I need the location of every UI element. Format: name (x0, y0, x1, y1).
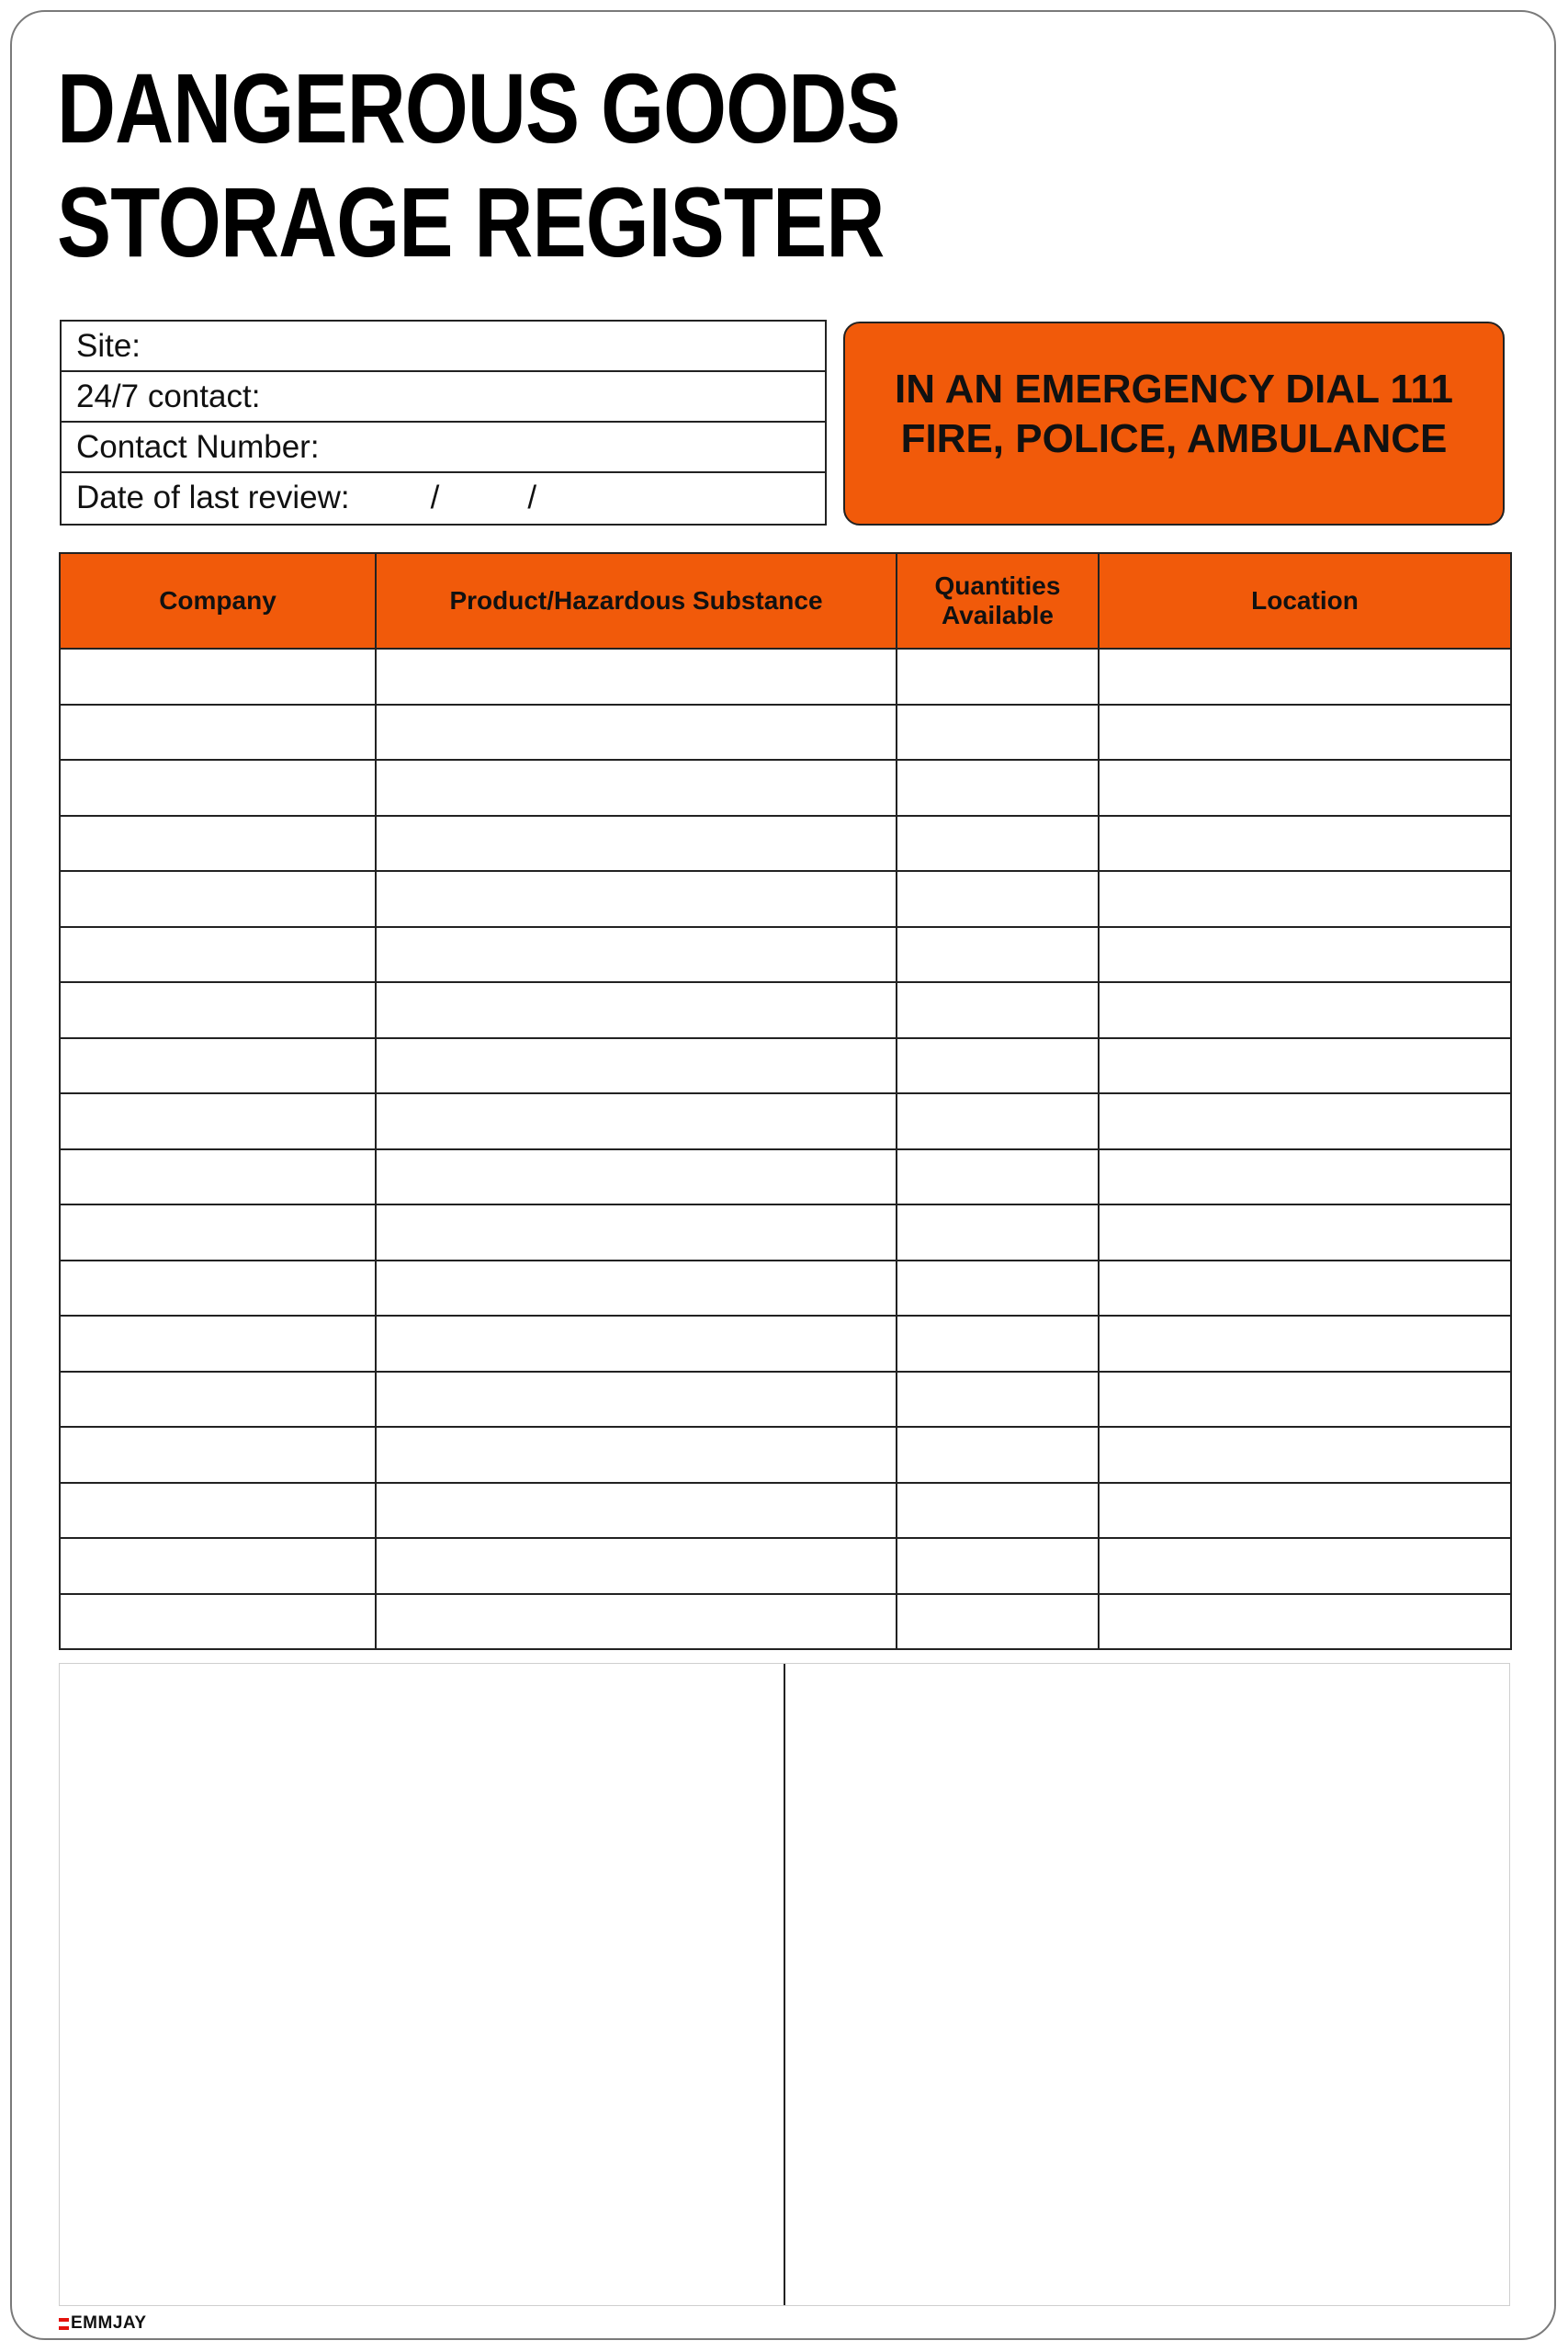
table-row (60, 816, 1511, 872)
table-row (60, 705, 1511, 761)
cell-location[interactable] (1099, 871, 1511, 927)
cell-location[interactable] (1099, 649, 1511, 705)
cell-location[interactable] (1099, 1372, 1511, 1428)
contact-number-label: Contact Number: (76, 428, 320, 465)
site-row[interactable] (62, 322, 825, 372)
table-row (60, 1427, 1511, 1483)
cell-quantities[interactable] (897, 1372, 1099, 1428)
emergency-line-2: FIRE, POLICE, AMBULANCE (900, 416, 1448, 461)
cell-product[interactable] (376, 816, 897, 872)
quantities-header-line-2: Available (942, 601, 1054, 629)
brand-logo (59, 2313, 147, 2334)
table-row (60, 649, 1511, 705)
register-table (59, 552, 1512, 1650)
cell-location[interactable] (1099, 1204, 1511, 1261)
table-row (60, 1594, 1511, 1650)
table-header-row (60, 553, 1511, 649)
cell-product[interactable] (376, 1149, 897, 1205)
table-row (60, 1483, 1511, 1539)
cell-quantities[interactable] (897, 1316, 1099, 1372)
cell-product[interactable] (376, 760, 897, 816)
review-date-label: Date of last review: (76, 480, 350, 515)
column-header-location: Location (1099, 553, 1511, 649)
notes-area-right[interactable] (785, 1664, 1509, 2305)
brand-name: EMMJAY (71, 2313, 147, 2333)
cell-quantities[interactable] (897, 1204, 1099, 1261)
cell-product[interactable] (376, 1316, 897, 1372)
cell-company[interactable] (60, 1093, 376, 1149)
cell-quantities[interactable] (897, 927, 1099, 983)
cell-location[interactable] (1099, 705, 1511, 761)
quantities-header-line-1: Quantities (934, 571, 1061, 600)
cell-location[interactable] (1099, 927, 1511, 983)
cell-product[interactable] (376, 649, 897, 705)
cell-location[interactable] (1099, 1038, 1511, 1094)
cell-location[interactable] (1099, 1427, 1511, 1483)
cell-location[interactable] (1099, 816, 1511, 872)
cell-company[interactable] (60, 760, 376, 816)
cell-quantities[interactable] (897, 1261, 1099, 1317)
cell-location[interactable] (1099, 1316, 1511, 1372)
date-separator-1: / (430, 480, 440, 515)
cell-company[interactable] (60, 1149, 376, 1205)
contact-row[interactable] (62, 372, 825, 423)
table-row (60, 982, 1511, 1038)
cell-company[interactable] (60, 982, 376, 1038)
emergency-notice (843, 322, 1505, 526)
cell-company[interactable] (60, 927, 376, 983)
cell-quantities[interactable] (897, 1538, 1099, 1594)
column-header-company: Company (60, 553, 376, 649)
page-title (57, 51, 900, 279)
cell-company[interactable] (60, 1594, 376, 1650)
cell-location[interactable] (1099, 982, 1511, 1038)
table-row (60, 1261, 1511, 1317)
emergency-line-1: IN AN EMERGENCY DIAL 111 (894, 367, 1454, 412)
review-date-row[interactable] (62, 473, 825, 523)
title-line-1: DANGEROUS GOODS (57, 52, 900, 164)
table-row (60, 927, 1511, 983)
cell-quantities[interactable] (897, 1149, 1099, 1205)
cell-product[interactable] (376, 1261, 897, 1317)
cell-quantities[interactable] (897, 705, 1099, 761)
cell-location[interactable] (1099, 1261, 1511, 1317)
cell-product[interactable] (376, 1204, 897, 1261)
table-row (60, 871, 1511, 927)
cell-company[interactable] (60, 1204, 376, 1261)
table-row (60, 1372, 1511, 1428)
cell-location[interactable] (1099, 1149, 1511, 1205)
table-row (60, 1316, 1511, 1372)
contact-number-row[interactable] (62, 423, 825, 473)
notes-panel (59, 1663, 1510, 2306)
column-header-quantities (897, 553, 1099, 649)
cell-quantities[interactable] (897, 1483, 1099, 1539)
cell-quantities[interactable] (897, 816, 1099, 872)
cell-quantities[interactable] (897, 1038, 1099, 1094)
cell-quantities[interactable] (897, 982, 1099, 1038)
cell-product[interactable] (376, 1372, 897, 1428)
cell-product[interactable] (376, 1483, 897, 1539)
table-row (60, 1538, 1511, 1594)
cell-location[interactable] (1099, 1594, 1511, 1650)
cell-quantities[interactable] (897, 1427, 1099, 1483)
table-row (60, 1149, 1511, 1205)
cell-company[interactable] (60, 1038, 376, 1094)
cell-location[interactable] (1099, 1093, 1511, 1149)
title-line-2: STORAGE REGISTER (57, 166, 885, 277)
cell-location[interactable] (1099, 1483, 1511, 1539)
cell-company[interactable] (60, 871, 376, 927)
cell-location[interactable] (1099, 1538, 1511, 1594)
notes-area-left[interactable] (60, 1664, 785, 2305)
table-row (60, 1038, 1511, 1094)
cell-quantities[interactable] (897, 760, 1099, 816)
cell-product[interactable] (376, 1538, 897, 1594)
cell-company[interactable] (60, 1538, 376, 1594)
cell-product[interactable] (376, 1093, 897, 1149)
cell-quantities[interactable] (897, 871, 1099, 927)
table-row (60, 760, 1511, 816)
cell-company[interactable] (60, 1483, 376, 1539)
cell-company[interactable] (60, 1427, 376, 1483)
date-separator-2: / (527, 480, 537, 515)
cell-quantities[interactable] (897, 1093, 1099, 1149)
cell-location[interactable] (1099, 760, 1511, 816)
cell-product[interactable] (376, 982, 897, 1038)
site-label: Site: (76, 327, 141, 364)
site-info-box (60, 320, 827, 526)
contact-label: 24/7 contact: (76, 378, 261, 414)
brand-mark-icon (59, 2318, 69, 2330)
cell-quantities[interactable] (897, 649, 1099, 705)
cell-product[interactable] (376, 1594, 897, 1650)
cell-product[interactable] (376, 1038, 897, 1094)
cell-company[interactable] (60, 1261, 376, 1317)
cell-company[interactable] (60, 1316, 376, 1372)
cell-company[interactable] (60, 649, 376, 705)
table-row (60, 1093, 1511, 1149)
cell-product[interactable] (376, 1427, 897, 1483)
cell-company[interactable] (60, 1372, 376, 1428)
cell-company[interactable] (60, 705, 376, 761)
cell-product[interactable] (376, 705, 897, 761)
cell-product[interactable] (376, 927, 897, 983)
cell-company[interactable] (60, 816, 376, 872)
register-body (60, 649, 1511, 1649)
cell-product[interactable] (376, 871, 897, 927)
column-header-product: Product/Hazardous Substance (376, 553, 897, 649)
table-row (60, 1204, 1511, 1261)
cell-quantities[interactable] (897, 1594, 1099, 1650)
